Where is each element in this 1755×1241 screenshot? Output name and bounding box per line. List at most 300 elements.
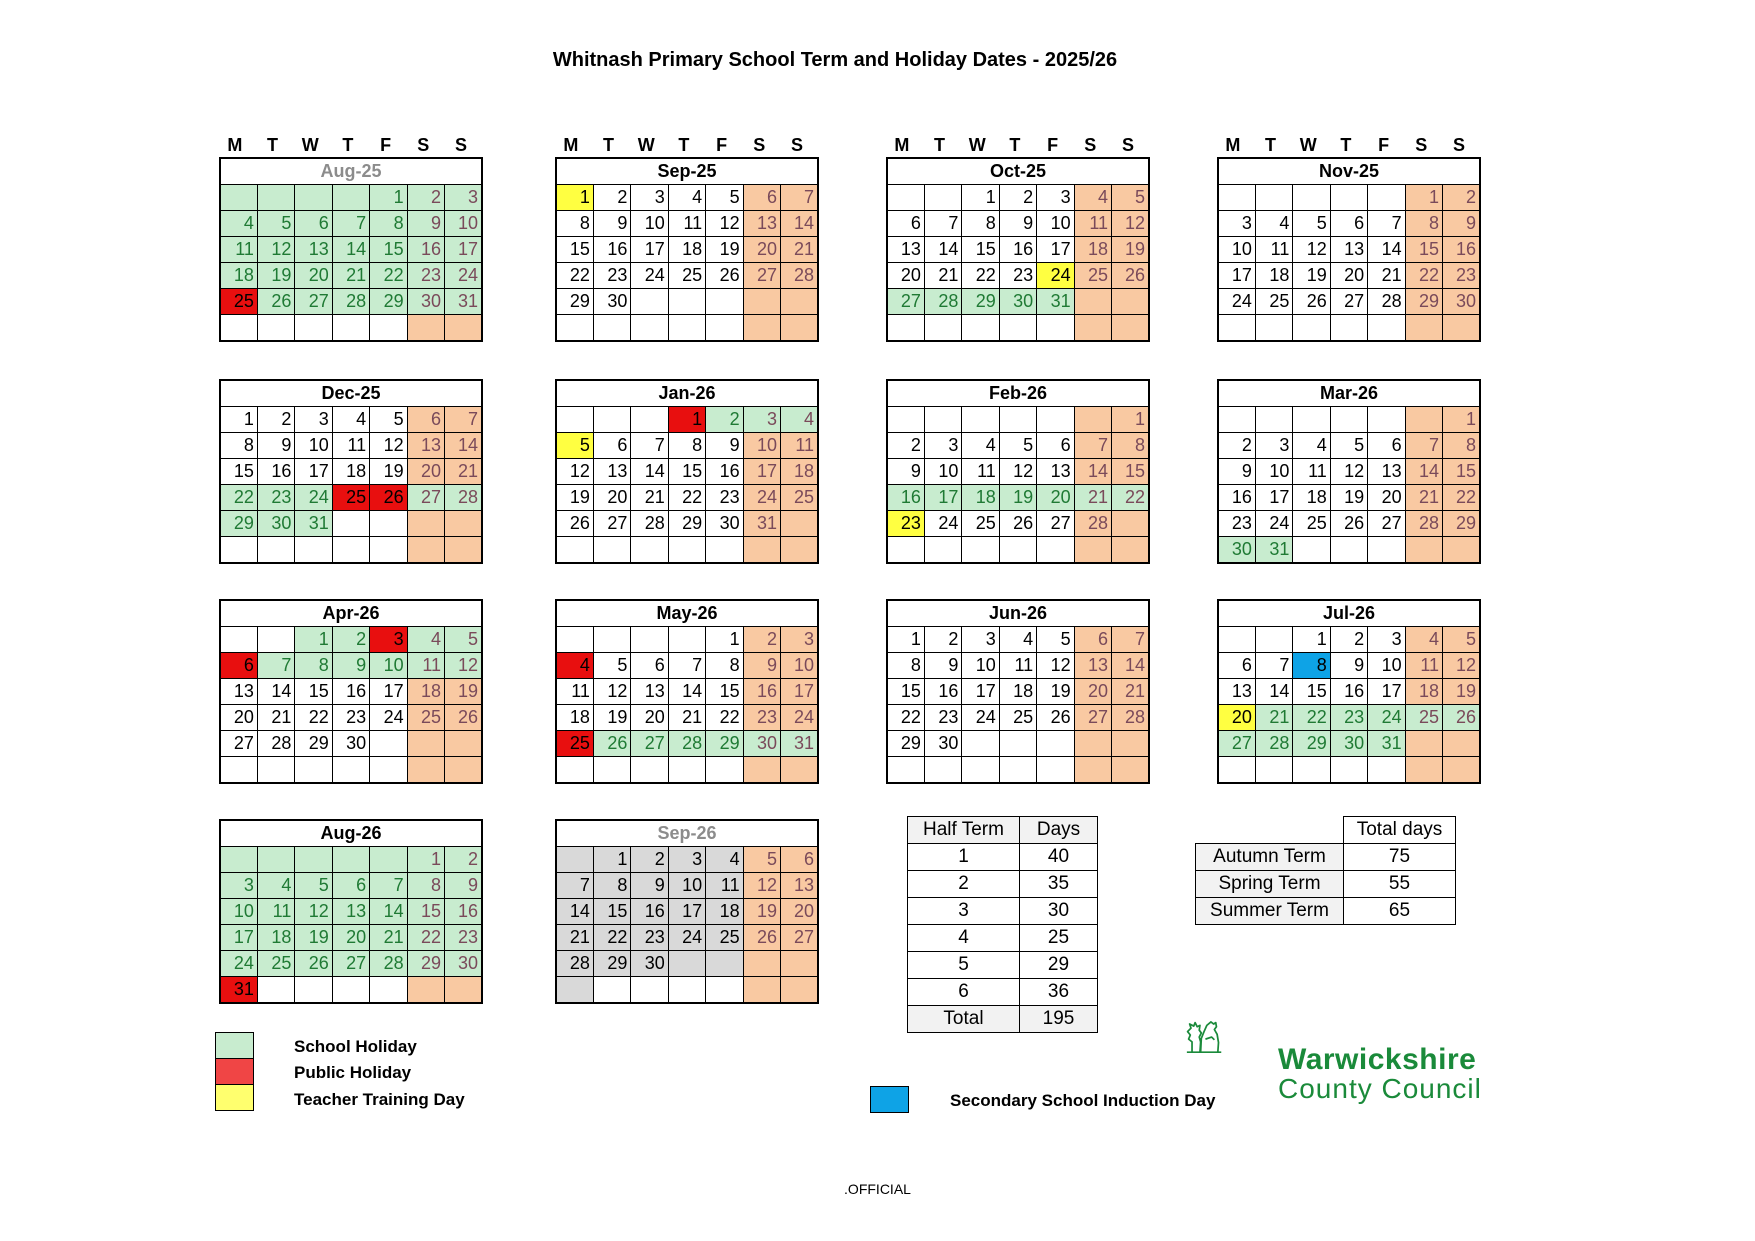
- weekday-label: T: [267, 135, 279, 155]
- day-cell: 27: [295, 289, 332, 315]
- day-cell: 22: [1293, 705, 1330, 731]
- day-cell: 31: [743, 511, 780, 537]
- day-cell: 10: [743, 433, 780, 459]
- month-oct-25: [886, 133, 1150, 342]
- legend-school-holiday-label: School Holiday: [294, 1037, 417, 1056]
- weekday-label: W: [637, 135, 655, 155]
- empty-cell: [706, 537, 743, 564]
- day-cell: 16: [999, 237, 1036, 263]
- weekday-label: T: [603, 135, 615, 155]
- day-cell: 23: [445, 925, 482, 951]
- day-cell: 30: [1443, 289, 1480, 315]
- day-cell: 1: [962, 185, 999, 211]
- weekday-label: M: [227, 135, 243, 155]
- day-cell: 14: [332, 237, 369, 263]
- day-cell: 1: [1112, 407, 1149, 433]
- day-cell: 9: [407, 211, 444, 237]
- empty-cell: [1443, 537, 1480, 564]
- day-cell: 6: [1218, 653, 1255, 679]
- empty-cell: [706, 289, 743, 315]
- empty-cell: [743, 315, 780, 342]
- empty-cell: [407, 731, 444, 757]
- day-cell: 15: [370, 237, 407, 263]
- empty-cell: [887, 757, 924, 784]
- empty-cell: [781, 977, 818, 1004]
- empty-cell: [370, 977, 407, 1004]
- day-cell: 17: [220, 925, 257, 951]
- weekday-label: T: [1009, 135, 1021, 155]
- day-cell: 12: [1330, 459, 1367, 485]
- empty-cell: [257, 537, 294, 564]
- empty-cell: [1293, 537, 1330, 564]
- day-cell: 27: [332, 951, 369, 977]
- half-term-table: [907, 816, 1098, 1033]
- empty-cell: [332, 185, 369, 211]
- day-cell: 30: [593, 289, 630, 315]
- empty-cell: [1196, 817, 1344, 844]
- day-cell: 11: [332, 433, 369, 459]
- day-cell: 28: [556, 951, 593, 977]
- day-cell: 6: [295, 211, 332, 237]
- day-cell: 13: [631, 679, 668, 705]
- empty-cell: [631, 407, 668, 433]
- day-cell: 25: [706, 925, 743, 951]
- empty-cell: [1293, 757, 1330, 784]
- day-cell: 4: [407, 627, 444, 653]
- empty-cell: [407, 977, 444, 1004]
- empty-cell: [1112, 289, 1149, 315]
- table-row: [908, 898, 1098, 925]
- weekday-label: T: [678, 135, 690, 155]
- weekday-label: T: [1265, 135, 1277, 155]
- day-cell: 31: [295, 511, 332, 537]
- term-days: 55: [1344, 871, 1456, 898]
- empty-cell: [445, 731, 482, 757]
- day-cell: 16: [743, 679, 780, 705]
- day-cell: 10: [1255, 459, 1292, 485]
- day-cell: 20: [743, 237, 780, 263]
- empty-cell: [556, 407, 593, 433]
- day-cell: 7: [631, 433, 668, 459]
- day-cell: 22: [887, 705, 924, 731]
- empty-cell: [370, 537, 407, 564]
- day-cell: 18: [220, 263, 257, 289]
- day-cell: 8: [1112, 433, 1149, 459]
- day-cell: 6: [1074, 627, 1111, 653]
- day-cell: 23: [1218, 511, 1255, 537]
- day-cell: 14: [1405, 459, 1442, 485]
- empty-cell: [1368, 537, 1405, 564]
- day-cell: 19: [706, 237, 743, 263]
- day-cell: 11: [999, 653, 1036, 679]
- empty-cell: [781, 537, 818, 564]
- empty-cell: [668, 627, 705, 653]
- day-cell: 11: [1255, 237, 1292, 263]
- month-header: Sep-26: [556, 820, 818, 847]
- day-cell: 19: [1443, 679, 1480, 705]
- weekday-label: M: [1225, 135, 1241, 155]
- day-cell: 16: [887, 485, 924, 511]
- day-cell: 21: [556, 925, 593, 951]
- half-term-cell: 36: [1020, 979, 1098, 1006]
- day-cell: 13: [887, 237, 924, 263]
- day-cell: 1: [407, 847, 444, 873]
- weekday-label: F: [716, 135, 728, 155]
- day-cell: 7: [445, 407, 482, 433]
- empty-cell: [220, 757, 257, 784]
- day-cell: 13: [1218, 679, 1255, 705]
- day-cell: 28: [332, 289, 369, 315]
- empty-cell: [924, 537, 961, 564]
- day-cell: 14: [257, 679, 294, 705]
- day-cell: 22: [668, 485, 705, 511]
- day-cell: 3: [962, 627, 999, 653]
- table-row: [908, 952, 1098, 979]
- day-cell: 30: [407, 289, 444, 315]
- day-cell: 2: [1330, 627, 1367, 653]
- day-cell: 31: [1255, 537, 1292, 564]
- day-cell: 29: [1443, 511, 1480, 537]
- empty-cell: [1255, 407, 1292, 433]
- day-cell: 4: [781, 407, 818, 433]
- empty-cell: [1368, 185, 1405, 211]
- empty-cell: [257, 185, 294, 211]
- half-term-header: Half Term: [908, 817, 1020, 844]
- term-name: Autumn Term: [1196, 844, 1344, 871]
- day-cell: 10: [668, 873, 705, 899]
- empty-cell: [370, 511, 407, 537]
- day-cell: 7: [1255, 653, 1292, 679]
- empty-cell: [962, 731, 999, 757]
- day-cell: 16: [257, 459, 294, 485]
- empty-cell: [1368, 407, 1405, 433]
- day-cell: 4: [668, 185, 705, 211]
- table-row: [1196, 844, 1456, 871]
- half-term-cell: 35: [1020, 871, 1098, 898]
- day-cell: 27: [220, 731, 257, 757]
- day-cell: 3: [295, 407, 332, 433]
- table-row: [1196, 871, 1456, 898]
- weekday-label: T: [1340, 135, 1352, 155]
- day-cell: 23: [332, 705, 369, 731]
- day-cell: 11: [220, 237, 257, 263]
- legend-induction-swatch: [870, 1086, 909, 1113]
- empty-cell: [631, 537, 668, 564]
- day-cell: 8: [370, 211, 407, 237]
- day-cell: 21: [370, 925, 407, 951]
- day-cell: 9: [999, 211, 1036, 237]
- day-cell: 23: [631, 925, 668, 951]
- day-cell: 26: [257, 289, 294, 315]
- day-cell: 23: [743, 705, 780, 731]
- empty-cell: [631, 289, 668, 315]
- day-cell: 3: [220, 873, 257, 899]
- day-cell: 24: [743, 485, 780, 511]
- day-cell: 27: [1074, 705, 1111, 731]
- month-sep-26: [555, 819, 819, 1004]
- empty-cell: [295, 537, 332, 564]
- empty-cell: [370, 315, 407, 342]
- half-term-total-label: Total: [908, 1006, 1020, 1033]
- day-cell: 13: [1037, 459, 1074, 485]
- empty-cell: [257, 977, 294, 1004]
- half-term-cell: 5: [908, 952, 1020, 979]
- empty-cell: [1330, 537, 1367, 564]
- empty-cell: [887, 407, 924, 433]
- day-cell: 28: [1368, 289, 1405, 315]
- day-cell: 27: [631, 731, 668, 757]
- empty-cell: [1074, 731, 1111, 757]
- day-cell: 25: [668, 263, 705, 289]
- empty-cell: [407, 537, 444, 564]
- day-cell: 10: [445, 211, 482, 237]
- day-cell: 20: [1037, 485, 1074, 511]
- day-cell: 11: [668, 211, 705, 237]
- day-cell: 20: [631, 705, 668, 731]
- day-cell: 13: [593, 459, 630, 485]
- day-cell: 6: [1037, 433, 1074, 459]
- day-cell: 19: [999, 485, 1036, 511]
- day-cell: 8: [706, 653, 743, 679]
- day-cell: 9: [1330, 653, 1367, 679]
- day-cell: 16: [1330, 679, 1367, 705]
- weekday-label: T: [934, 135, 946, 155]
- day-cell: 8: [962, 211, 999, 237]
- day-cell: 30: [999, 289, 1036, 315]
- empty-cell: [1293, 185, 1330, 211]
- empty-cell: [631, 977, 668, 1004]
- day-cell: 24: [295, 485, 332, 511]
- empty-cell: [556, 977, 593, 1004]
- day-cell: 2: [924, 627, 961, 653]
- day-cell: 17: [370, 679, 407, 705]
- day-cell: 25: [1405, 705, 1442, 731]
- day-cell: 24: [1037, 263, 1074, 289]
- day-cell: 3: [631, 185, 668, 211]
- day-cell: 3: [743, 407, 780, 433]
- day-cell: 18: [257, 925, 294, 951]
- weekday-label: M: [894, 135, 910, 155]
- table-row: [1196, 898, 1456, 925]
- day-cell: 21: [631, 485, 668, 511]
- day-cell: 14: [781, 211, 818, 237]
- day-cell: 27: [1330, 289, 1367, 315]
- month-header: Nov-25: [1218, 158, 1480, 185]
- day-cell: 16: [1443, 237, 1480, 263]
- day-cell: 17: [631, 237, 668, 263]
- empty-cell: [999, 757, 1036, 784]
- half-term-header: Days: [1020, 817, 1098, 844]
- day-cell: 8: [1405, 211, 1442, 237]
- day-cell: 24: [631, 263, 668, 289]
- day-cell: 15: [706, 679, 743, 705]
- empty-cell: [332, 847, 369, 873]
- day-cell: 12: [743, 873, 780, 899]
- month-table: [219, 157, 483, 342]
- day-cell: 15: [295, 679, 332, 705]
- day-cell: 6: [593, 433, 630, 459]
- month-table: [555, 599, 819, 784]
- day-cell: 2: [999, 185, 1036, 211]
- day-cell: 15: [593, 899, 630, 925]
- day-cell: 8: [220, 433, 257, 459]
- day-cell: 30: [743, 731, 780, 757]
- weekday-label: S: [753, 135, 766, 155]
- empty-cell: [1037, 537, 1074, 564]
- day-cell: 28: [370, 951, 407, 977]
- empty-cell: [781, 951, 818, 977]
- empty-cell: [924, 407, 961, 433]
- day-cell: 19: [1112, 237, 1149, 263]
- day-cell: 19: [1293, 263, 1330, 289]
- empty-cell: [743, 289, 780, 315]
- day-cell: 16: [1218, 485, 1255, 511]
- empty-cell: [370, 757, 407, 784]
- day-cell: 4: [257, 873, 294, 899]
- footer-marking: .OFFICIAL: [844, 1181, 911, 1197]
- day-cell: 14: [445, 433, 482, 459]
- day-cell: 15: [1293, 679, 1330, 705]
- empty-cell: [1443, 757, 1480, 784]
- empty-cell: [556, 315, 593, 342]
- day-cell: 31: [1368, 731, 1405, 757]
- day-cell: 17: [924, 485, 961, 511]
- day-cell: 5: [999, 433, 1036, 459]
- empty-cell: [1293, 315, 1330, 342]
- day-cell: 18: [1074, 237, 1111, 263]
- empty-cell: [1074, 289, 1111, 315]
- empty-cell: [556, 847, 593, 873]
- day-cell: 24: [668, 925, 705, 951]
- month-header: Jan-26: [556, 380, 818, 407]
- day-cell: 22: [1112, 485, 1149, 511]
- day-cell: 6: [631, 653, 668, 679]
- day-cell: 26: [593, 731, 630, 757]
- day-cell: 14: [1074, 459, 1111, 485]
- empty-cell: [1112, 731, 1149, 757]
- day-cell: 20: [407, 459, 444, 485]
- day-cell: 29: [1293, 731, 1330, 757]
- half-term-cell: 6: [908, 979, 1020, 1006]
- weekday-label: F: [1378, 135, 1390, 155]
- day-cell: 16: [445, 899, 482, 925]
- day-cell: 2: [706, 407, 743, 433]
- day-cell: 7: [370, 873, 407, 899]
- day-cell: 15: [556, 237, 593, 263]
- day-cell: 17: [1368, 679, 1405, 705]
- day-cell: 4: [332, 407, 369, 433]
- empty-cell: [781, 757, 818, 784]
- day-cell: 21: [924, 263, 961, 289]
- empty-cell: [1443, 315, 1480, 342]
- day-cell: 20: [332, 925, 369, 951]
- day-cell: 18: [706, 899, 743, 925]
- day-cell: 30: [1218, 537, 1255, 564]
- empty-cell: [706, 757, 743, 784]
- day-cell: 14: [556, 899, 593, 925]
- day-cell: 26: [1293, 289, 1330, 315]
- day-cell: 29: [706, 731, 743, 757]
- empty-cell: [631, 315, 668, 342]
- day-cell: 29: [1405, 289, 1442, 315]
- empty-cell: [593, 315, 630, 342]
- empty-cell: [1074, 315, 1111, 342]
- weekday-label: S: [1121, 135, 1134, 155]
- month-header: Jun-26: [887, 600, 1149, 627]
- day-cell: 11: [1293, 459, 1330, 485]
- day-cell: 28: [668, 731, 705, 757]
- empty-cell: [556, 757, 593, 784]
- empty-cell: [1218, 627, 1255, 653]
- month-table: [1217, 157, 1481, 342]
- day-cell: 17: [445, 237, 482, 263]
- empty-cell: [220, 627, 257, 653]
- weekday-label: S: [417, 135, 430, 155]
- empty-cell: [668, 289, 705, 315]
- day-cell: 22: [556, 263, 593, 289]
- day-cell: 24: [1368, 705, 1405, 731]
- half-term-cell: 3: [908, 898, 1020, 925]
- day-cell: 7: [668, 653, 705, 679]
- month-table: [219, 599, 483, 784]
- day-cell: 21: [781, 237, 818, 263]
- day-cell: 1: [220, 407, 257, 433]
- day-cell: 5: [295, 873, 332, 899]
- day-cell: 12: [295, 899, 332, 925]
- month-table: [1217, 379, 1481, 564]
- empty-cell: [924, 315, 961, 342]
- empty-cell: [962, 315, 999, 342]
- day-cell: 13: [781, 873, 818, 899]
- day-cell: 1: [370, 185, 407, 211]
- weekday-label: W: [1299, 135, 1317, 155]
- day-cell: 18: [332, 459, 369, 485]
- day-cell: 9: [257, 433, 294, 459]
- month-table: [219, 379, 483, 564]
- empty-cell: [445, 537, 482, 564]
- day-cell: 19: [295, 925, 332, 951]
- day-cell: 29: [407, 951, 444, 977]
- day-cell: 18: [962, 485, 999, 511]
- empty-cell: [1405, 315, 1442, 342]
- half-term-cell: 4: [908, 925, 1020, 952]
- day-cell: 13: [1330, 237, 1367, 263]
- empty-cell: [1218, 185, 1255, 211]
- month-jan-26: [555, 379, 819, 564]
- day-cell: 21: [1112, 679, 1149, 705]
- empty-cell: [220, 847, 257, 873]
- empty-cell: [332, 511, 369, 537]
- month-table: [1217, 599, 1481, 784]
- empty-cell: [781, 315, 818, 342]
- empty-cell: [668, 977, 705, 1004]
- day-cell: 26: [1443, 705, 1480, 731]
- month-aug-26: [219, 819, 483, 1004]
- legend-teacher-training-swatch: [215, 1084, 254, 1111]
- day-cell: 23: [407, 263, 444, 289]
- day-cell: 20: [295, 263, 332, 289]
- day-cell: 2: [1218, 433, 1255, 459]
- day-cell: 8: [668, 433, 705, 459]
- empty-cell: [295, 757, 332, 784]
- day-cell: 10: [631, 211, 668, 237]
- empty-cell: [1405, 757, 1442, 784]
- day-cell: 11: [781, 433, 818, 459]
- day-cell: 31: [220, 977, 257, 1004]
- table-row: [908, 979, 1098, 1006]
- day-cell: 27: [1037, 511, 1074, 537]
- empty-cell: [1368, 757, 1405, 784]
